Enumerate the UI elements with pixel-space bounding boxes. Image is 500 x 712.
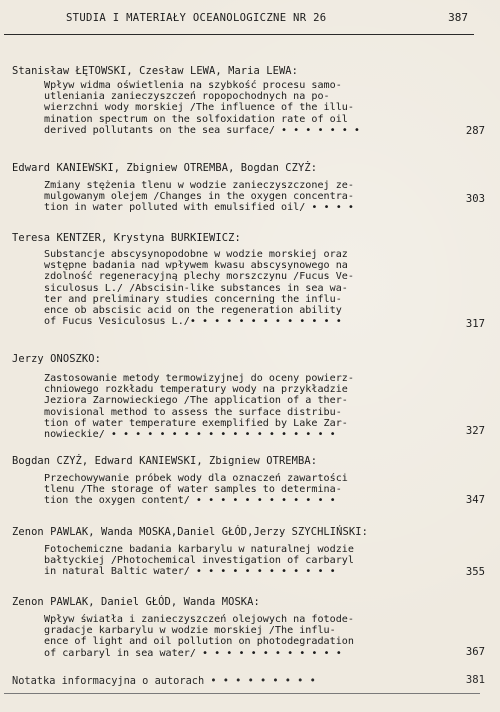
entry-title [44,544,440,578]
entry-page-number: 317 [465,318,485,330]
entry-page-number: 355 [465,566,485,578]
title-line: mination spectrum on the solfoxidation rate of oil [44,113,348,125]
title-line: of carbaryl in sea water/ • • • • • • • • • • • • [44,647,342,659]
title-line: ence ob abscisic acid on the regeneration ability [44,305,342,317]
title-line: gradacje karbarylu w wodzie morskiej /The influ- [44,625,336,637]
entry-title [44,373,440,440]
entry-title [44,473,440,507]
title-line: bałtyckiej /Photochemical investigation of carbaryl [44,555,354,567]
title-line: derived pollutants on the sea surface/ • • • • • • • [44,124,361,136]
title-line: chniowego rozkładu temperatury wody na przykładzie [44,384,348,396]
title-line: utleniania zanieczyszczeń ropopochodnych na po- [44,91,330,103]
title-line: Substancje abscysynopodobne w wodzie morskiej oraz [44,249,348,260]
page-number: 387 [448,11,468,24]
title-line: Wpływ widma oświetlenia na szybkość procesu samo- [44,80,342,91]
entry-authors: Teresa KENTZER, Krystyna BURKIEWICZ: [12,232,241,244]
title-line: Zastosowanie metody termowizyjnej do oceny powierz- [44,373,354,384]
entry-authors: Bogdan CZYŻ, Edward KANIEWSKI, Zbigniew OTREMBA: [12,455,318,467]
title-line: Zmiany stężenia tlenu w wodzie zanieczyszczonej ze- [44,180,354,191]
entry-page-number: 287 [465,125,485,137]
title-line: tlenu /The storage of water samples to determina- [44,484,342,496]
title-line: mulgowanym olejem /Changes in the oxygen concentra- [44,191,354,203]
entry-title [44,614,440,659]
title-line: tion of water temperature exemplified by Lake Żar- [44,417,348,429]
title-line: Jeziora Żarnowieckiego /The application of a ther- [44,395,348,407]
title-line: of Fucus Vesiculosus L./• • • • • • • • • • • • • [44,316,342,328]
entry-authors: Stanisław ŁĘTOWSKI, Czesław LEWA, Maria LEWA: [12,65,299,77]
entry-page-number: 367 [465,646,485,658]
title-line: wstępne badania nad wpływem kwasu abscysynowego na [44,260,348,272]
header-rule [4,34,474,35]
authors-note-page: 381 [465,674,485,686]
title-line: Wpływ światła i zanieczyszczeń olejowych na fotode- [44,614,354,625]
title-line: in natural Baltic water/ • • • • • • • • • • • • [44,566,336,578]
page-header [28,12,474,28]
title-line: nowieckie/ • • • • • • • • • • • • • • • • • • • [44,429,336,441]
title-line: ence of light and oil pollution on photodegradation [44,636,354,648]
title-line: Przechowywanie próbek wody dla oznaczeń zawartości [44,473,348,484]
entry-authors: Edward KANIEWSKI, Zbigniew OTREMBA, Bogdan CZYŻ: [12,162,318,174]
entry-page-number: 327 [465,425,485,437]
entry-authors: Zenon PAWLAK, Daniel GŁÓD, Wanda MOSKA: [12,596,260,608]
title-line: tion in water polluted with emulsified oil/ • • • • [44,202,354,214]
title-line: wierzchni wody morskiej /The influence of the illu- [44,102,354,114]
entry-title [44,180,440,214]
authors-note: Notatka informacyjna o autorach • • • • • • • • • [12,675,316,687]
entry-page-number: 347 [465,494,485,506]
title-line: movisional method to assess the surface distribu- [44,406,342,418]
title-line: ter and preliminary studies concerning the influ- [44,293,342,305]
entry-page-number: 303 [465,193,485,205]
title-line: siculosus L./ /Abscisin-like substances in sea wa- [44,282,348,294]
title-line: zdolność regeneracyjną plechy morszczynu /Fucus Ve- [44,271,354,283]
title-line: Fotochemiczne badania karbarylu w naturalnej wodzie [44,544,354,555]
entry-authors: Jerzy ONOSZKO: [12,353,101,365]
bottom-rule [4,693,480,694]
entry-title [44,249,440,327]
entry-authors: Zenon PAWLAK, Wanda MOSKA,Daniel GŁÓD,Jerzy SZYCHLIŃSKI: [12,526,368,538]
entry-title [44,80,440,136]
journal-title: STUDIA I MATERIAŁY OCEANOLOGICZNE NR 26 [66,12,327,24]
title-line: tion the oxygen content/ • • • • • • • • • • • • [44,495,336,507]
